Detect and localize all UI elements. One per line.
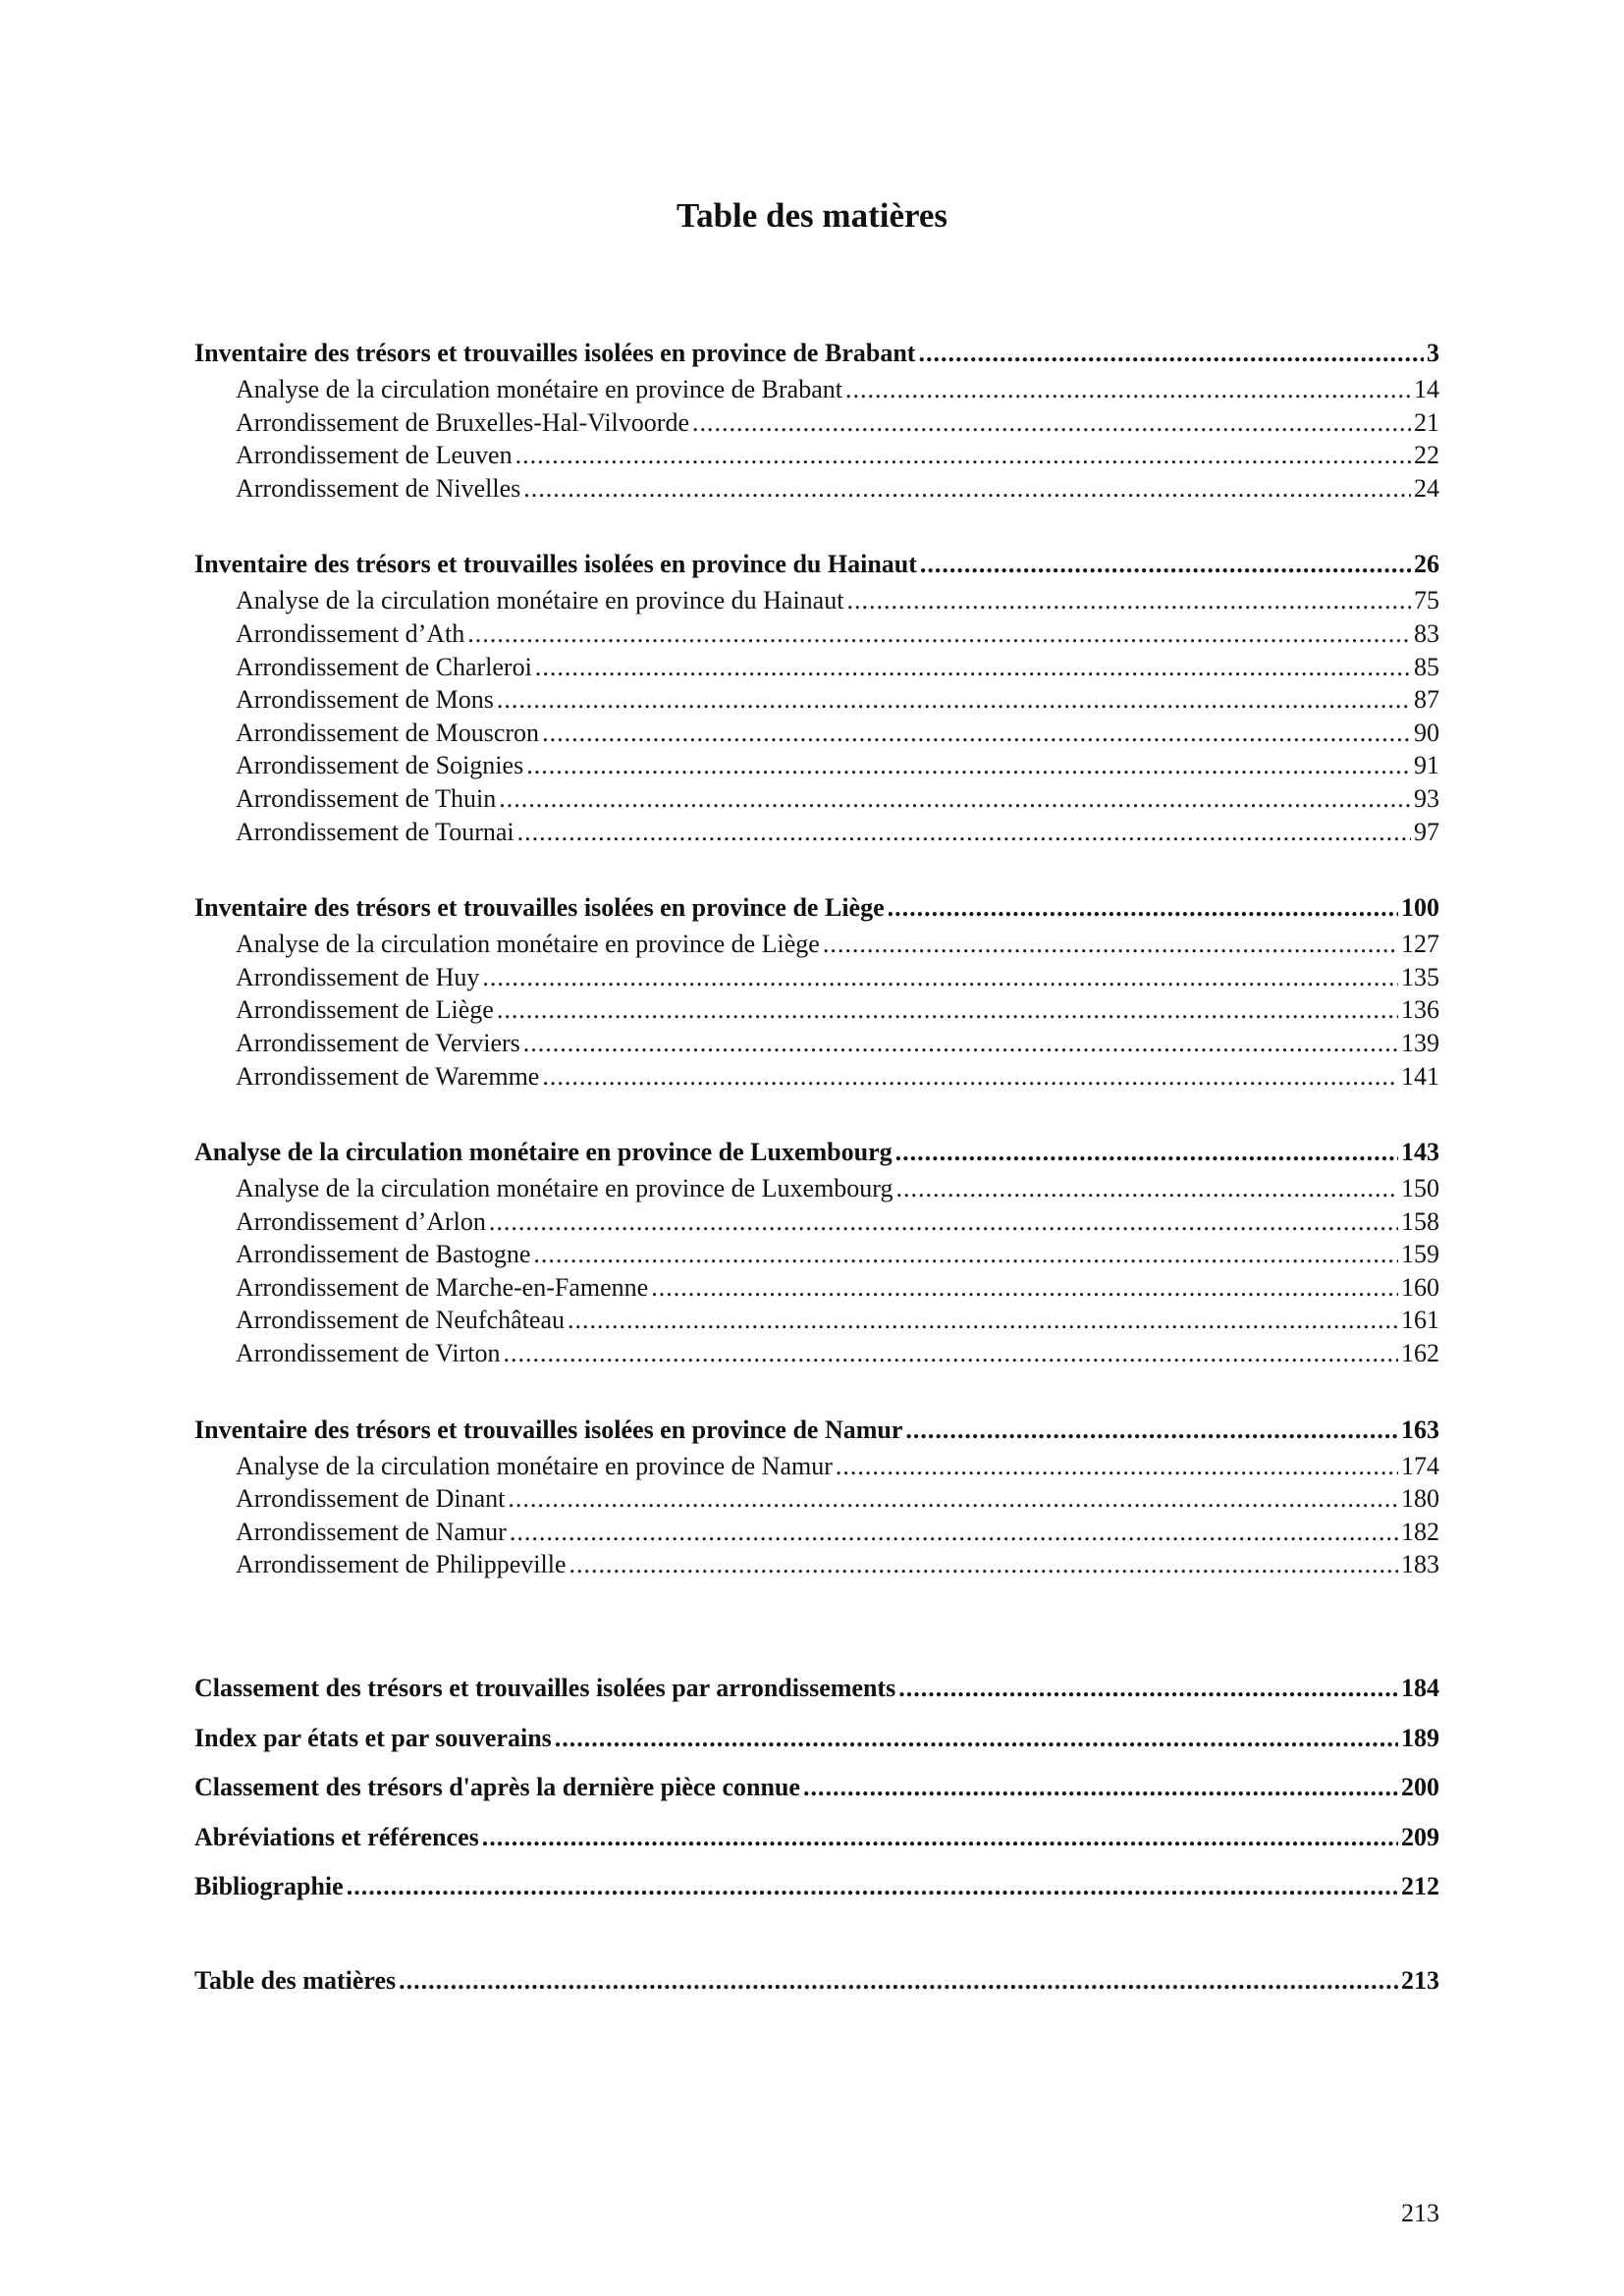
toc-entry-page: 75 bbox=[1414, 586, 1439, 615]
toc-entry[interactable] bbox=[194, 1337, 1439, 1370]
toc-entry-page: 136 bbox=[1401, 995, 1439, 1025]
toc-entry[interactable] bbox=[194, 683, 1439, 717]
toc-entry[interactable] bbox=[194, 584, 1439, 617]
toc-heading[interactable] bbox=[194, 1961, 1439, 2001]
toc-leader bbox=[896, 1172, 1399, 1205]
toc-entry[interactable] bbox=[194, 439, 1439, 472]
toc-heading-page: 189 bbox=[1401, 1723, 1439, 1752]
toc-leader bbox=[533, 1238, 1398, 1271]
toc-entry-label: Arrondissement de Philippeville bbox=[236, 1550, 567, 1579]
toc-entry-label: Arrondissement de Verviers bbox=[236, 1028, 520, 1057]
toc-entry-page: 97 bbox=[1414, 817, 1439, 846]
toc-entry[interactable] bbox=[194, 1271, 1439, 1305]
toc-heading-label: Inventaire des trésors et trouvailles isolées en province du Hainaut bbox=[194, 550, 917, 579]
toc-entry-page: 85 bbox=[1414, 652, 1439, 681]
toc-leader bbox=[803, 1763, 1398, 1813]
toc-entry[interactable] bbox=[194, 1482, 1439, 1516]
toc-entry-page: 174 bbox=[1401, 1451, 1439, 1480]
toc-leader bbox=[523, 1027, 1398, 1060]
toc-leader bbox=[347, 1862, 1398, 1912]
toc-entry-label: Arrondissement de Liège bbox=[236, 995, 494, 1025]
toc-leader bbox=[517, 816, 1411, 849]
toc-heading[interactable] bbox=[194, 1664, 1439, 1714]
toc-heading[interactable] bbox=[194, 1813, 1439, 1863]
toc-entry-label: Arrondissement de Mons bbox=[236, 685, 494, 715]
toc-entry-label: Analyse de la circulation monétaire en province de Namur bbox=[236, 1451, 833, 1480]
toc-entry-label: Analyse de la circulation monétaire en province de Brabant bbox=[236, 375, 842, 403]
toc-entry-page: 160 bbox=[1401, 1272, 1439, 1302]
toc-entry-page: 183 bbox=[1401, 1550, 1439, 1579]
toc-entry-label: Arrondissement de Leuven bbox=[236, 441, 513, 470]
toc-leader bbox=[888, 888, 1398, 928]
toc-leader bbox=[555, 1714, 1398, 1764]
toc-heading-label: Index par états et par souverains bbox=[194, 1723, 552, 1752]
toc-heading[interactable] bbox=[194, 334, 1439, 373]
toc-entry-label: Arrondissement de Tournai bbox=[236, 817, 514, 846]
toc-entry-page: 14 bbox=[1414, 375, 1439, 403]
toc-leader bbox=[515, 439, 1411, 472]
toc-section-hainaut bbox=[194, 545, 1439, 848]
toc-entry[interactable] bbox=[194, 1304, 1439, 1337]
toc-appendix bbox=[194, 1664, 1439, 1912]
toc-entry-page: 24 bbox=[1414, 473, 1439, 503]
toc-entry[interactable] bbox=[194, 1172, 1439, 1205]
toc-leader bbox=[497, 993, 1398, 1027]
toc-section-brabant bbox=[194, 334, 1439, 505]
toc-leader bbox=[905, 1411, 1398, 1450]
toc-entry-page: 161 bbox=[1401, 1306, 1439, 1335]
toc-entry[interactable] bbox=[194, 749, 1439, 782]
toc-entry-page: 162 bbox=[1401, 1339, 1439, 1368]
toc-heading-label: Table des matières bbox=[194, 1966, 397, 1995]
toc-heading-label: Classement des trésors d'après la dernière pièce connue bbox=[194, 1773, 800, 1801]
toc-heading-label: Abréviations et références bbox=[194, 1822, 479, 1851]
toc-entry-label: Arrondissement de Bruxelles-Hal-Vilvoorde bbox=[236, 407, 689, 437]
toc-leader bbox=[510, 1516, 1398, 1549]
toc-entry-page: 93 bbox=[1414, 783, 1439, 813]
toc-entry[interactable] bbox=[194, 1516, 1439, 1549]
toc-entry[interactable] bbox=[194, 928, 1439, 961]
toc-entry-page: 180 bbox=[1401, 1484, 1439, 1514]
toc-entry-label: Arrondissement de Charleroi bbox=[236, 652, 532, 681]
toc-entry-label: Arrondissement de Bastogne bbox=[236, 1240, 531, 1269]
toc-entry-label: Analyse de la circulation monétaire en province du Hainaut bbox=[236, 586, 844, 615]
toc-leader bbox=[895, 1133, 1398, 1172]
toc-leader bbox=[542, 1060, 1398, 1094]
toc-leader bbox=[535, 651, 1411, 684]
toc-entry-label: Arrondissement de Namur bbox=[236, 1517, 507, 1546]
toc-entry-page: 158 bbox=[1401, 1206, 1439, 1236]
toc-entry-page: 83 bbox=[1414, 618, 1439, 648]
toc-leader bbox=[692, 406, 1411, 440]
toc-entry[interactable] bbox=[194, 1205, 1439, 1239]
toc-leader bbox=[489, 1205, 1398, 1239]
toc-entry-page: 139 bbox=[1401, 1028, 1439, 1057]
toc-leader bbox=[508, 1482, 1398, 1516]
toc-leader bbox=[568, 1304, 1398, 1337]
toc-sections bbox=[194, 334, 1439, 1581]
toc-entry-label: Analyse de la circulation monétaire en province de Liège bbox=[236, 930, 820, 959]
page-number: 213 bbox=[1401, 2199, 1439, 2227]
toc-entry-label: Arrondissement de Waremme bbox=[236, 1061, 540, 1091]
toc-entry-page: 90 bbox=[1414, 718, 1439, 747]
toc-leader bbox=[399, 1961, 1398, 2001]
toc-heading-label: Inventaire des trésors et trouvailles isolées en province de Namur bbox=[194, 1415, 903, 1444]
toc-leader bbox=[482, 1813, 1398, 1863]
toc-leader bbox=[898, 1664, 1398, 1714]
toc-heading[interactable] bbox=[194, 545, 1439, 584]
toc-final bbox=[194, 1961, 1439, 2001]
toc-entry[interactable] bbox=[194, 961, 1439, 994]
toc-entry-page: 182 bbox=[1401, 1517, 1439, 1546]
toc-heading[interactable] bbox=[194, 1714, 1439, 1764]
toc-heading-label: Inventaire des trésors et trouvailles isolées en province de Brabant bbox=[194, 339, 916, 367]
toc-entry-label: Arrondissement d’Ath bbox=[236, 618, 465, 648]
toc-entry-page: 87 bbox=[1414, 685, 1439, 715]
toc-entry[interactable] bbox=[194, 472, 1439, 506]
toc-entry[interactable] bbox=[194, 1450, 1439, 1483]
toc-entry-label: Arrondissement de Virton bbox=[236, 1339, 501, 1368]
toc-entry-label: Arrondissement de Marche-en-Famenne bbox=[236, 1272, 649, 1302]
toc-entry[interactable] bbox=[194, 373, 1439, 406]
toc-leader bbox=[497, 683, 1411, 717]
toc-entry-page: 91 bbox=[1414, 751, 1439, 780]
toc-leader bbox=[836, 1450, 1398, 1483]
toc-entry-label: Arrondissement de Huy bbox=[236, 962, 480, 991]
toc-entry-page: 159 bbox=[1401, 1240, 1439, 1269]
toc-entry-page: 21 bbox=[1414, 407, 1439, 437]
toc-entry-page: 22 bbox=[1414, 441, 1439, 470]
toc-entry-label: Analyse de la circulation monétaire en province de Luxembourg bbox=[236, 1174, 893, 1203]
toc-leader bbox=[482, 961, 1398, 994]
toc-entry[interactable] bbox=[194, 1027, 1439, 1060]
toc-leader bbox=[503, 1337, 1398, 1370]
toc-heading-page: 163 bbox=[1401, 1415, 1439, 1444]
toc-heading[interactable] bbox=[194, 888, 1439, 928]
toc-leader bbox=[467, 617, 1411, 651]
toc-heading-page: 184 bbox=[1401, 1674, 1439, 1702]
toc-heading-page: 213 bbox=[1401, 1966, 1439, 1995]
toc-entry-page: 127 bbox=[1401, 930, 1439, 959]
toc-leader bbox=[523, 472, 1411, 506]
toc-entry[interactable] bbox=[194, 406, 1439, 440]
toc-entry[interactable] bbox=[194, 1060, 1439, 1094]
toc-entry[interactable] bbox=[194, 1238, 1439, 1271]
toc-heading[interactable] bbox=[194, 1862, 1439, 1912]
toc-leader bbox=[918, 334, 1424, 373]
toc-entry[interactable] bbox=[194, 816, 1439, 849]
toc-entry[interactable] bbox=[194, 1548, 1439, 1581]
toc-leader bbox=[569, 1548, 1398, 1581]
toc-section-luxembourg bbox=[194, 1133, 1439, 1370]
toc-section-namur bbox=[194, 1411, 1439, 1581]
toc-heading[interactable] bbox=[194, 1133, 1439, 1172]
toc-entry-page: 150 bbox=[1401, 1174, 1439, 1203]
toc-entry[interactable] bbox=[194, 651, 1439, 684]
toc-heading[interactable] bbox=[194, 1411, 1439, 1450]
toc-heading-page: 3 bbox=[1427, 339, 1439, 367]
toc-leader bbox=[845, 373, 1411, 406]
toc-entry-label: Arrondissement d’Arlon bbox=[236, 1206, 486, 1236]
toc-heading-page: 100 bbox=[1401, 893, 1439, 923]
toc-entry-label: Arrondissement de Dinant bbox=[236, 1484, 506, 1514]
toc-section-liege bbox=[194, 888, 1439, 1093]
toc-heading-page: 212 bbox=[1401, 1872, 1439, 1900]
toc-entry-label: Arrondissement de Thuin bbox=[236, 783, 497, 813]
toc-heading-label: Classement des trésors et trouvailles isolées par arrondissements bbox=[194, 1674, 896, 1702]
toc-leader bbox=[823, 928, 1398, 961]
page-title: Table des matières bbox=[676, 196, 948, 235]
toc-leader bbox=[920, 545, 1411, 584]
toc-entry[interactable] bbox=[194, 993, 1439, 1027]
toc-heading-page: 209 bbox=[1401, 1822, 1439, 1851]
toc-entry[interactable] bbox=[194, 717, 1439, 750]
toc-entry-page: 141 bbox=[1401, 1061, 1439, 1091]
toc-entry-label: Arrondissement de Nivelles bbox=[236, 473, 521, 503]
toc-leader bbox=[542, 717, 1411, 750]
toc-entry[interactable] bbox=[194, 617, 1439, 651]
toc-leader bbox=[651, 1271, 1398, 1305]
toc-entry-label: Arrondissement de Neufchâteau bbox=[236, 1306, 565, 1335]
toc-heading-page: 200 bbox=[1401, 1773, 1439, 1801]
toc-leader bbox=[846, 584, 1411, 617]
toc-heading-label: Inventaire des trésors et trouvailles isolées en province de Liège bbox=[194, 893, 885, 923]
toc-heading-label: Analyse de la circulation monétaire en province de Luxembourg bbox=[194, 1138, 893, 1167]
toc-leader bbox=[499, 782, 1411, 816]
toc-entry-page: 135 bbox=[1401, 962, 1439, 991]
toc-heading-label: Bibliographie bbox=[194, 1872, 344, 1900]
toc-entry-label: Arrondissement de Mouscron bbox=[236, 718, 540, 747]
toc-leader bbox=[526, 749, 1411, 782]
toc-entry-label: Arrondissement de Soignies bbox=[236, 751, 524, 780]
toc-heading-page: 143 bbox=[1401, 1138, 1439, 1167]
toc-entry[interactable] bbox=[194, 782, 1439, 816]
toc-heading-page: 26 bbox=[1414, 550, 1439, 579]
toc-heading[interactable] bbox=[194, 1763, 1439, 1813]
